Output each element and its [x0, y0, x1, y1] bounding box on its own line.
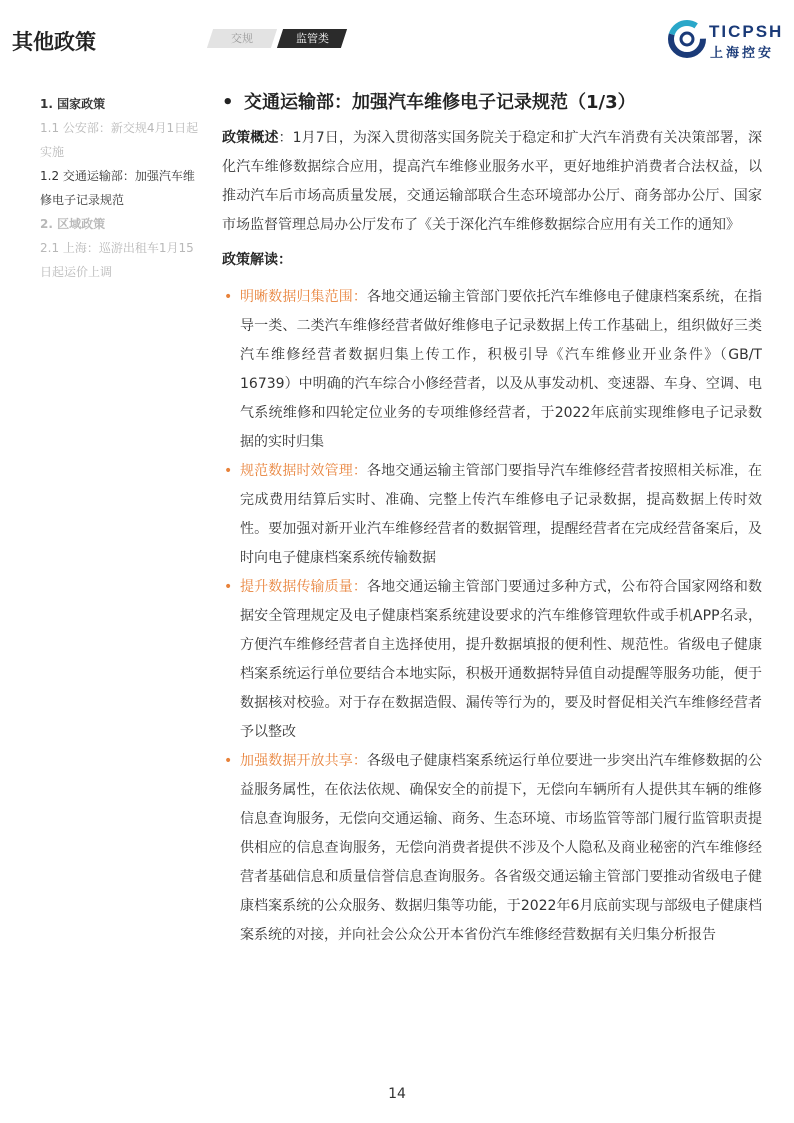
point-title: 规范数据时效管理：: [240, 463, 367, 479]
section-heading-text: 交通运输部：加强汽车维修电子记录规范（1/3）: [244, 92, 636, 113]
tab-label: 交规: [231, 32, 253, 45]
point-text: 各级电子健康档案系统运行单位要进一步突出汽车维修数据的公益服务属性，在依法依规、确保安全的前提下，无偿向车辆所有人提供其车辆的维修信息查询服务，无偿向交通运输、商务、生态环境、市场监管等部门履行监管职责提供相应的信息查询服务，无偿向消费者提供不涉及个人隐私及商业秘密的汽车维修经营者基础信息和质量信誉信息查询服务。各省级交通运输主管部门要推动省级电子健康档案系统的公众服务、数据归集等功能，于2022年6月底前实现与部级电子健康档案系统的对接，并向社会公众公开本省份汽车维修经营数据有关归集分析报告: [240, 753, 762, 943]
logo-swirl-icon: [668, 20, 706, 58]
logo-subtitle: 上海控安: [710, 46, 775, 61]
list-item: [222, 457, 762, 573]
page-title: 其他政策: [12, 30, 96, 54]
list-item: [222, 573, 762, 747]
bullet-dot: •: [224, 753, 233, 769]
interpretation-list: [222, 283, 762, 950]
bullet-dot: •: [224, 463, 233, 479]
policy-overview: [222, 124, 762, 240]
point-title: 加强数据开放共享：: [240, 753, 367, 769]
point-title: 提升数据传输质量：: [240, 579, 367, 595]
toc-item-vehicle-repair-records[interactable]: 1.2 交通运输部：加强汽车维修电子记录规范: [40, 169, 195, 207]
toc-item-new-traffic-rules[interactable]: 1.1 公安部：新交规4月1日起实施: [40, 121, 199, 159]
list-item: [222, 747, 762, 950]
main-content: [222, 88, 762, 950]
tab-traffic-rules[interactable]: [207, 29, 277, 48]
tab-regulation[interactable]: [277, 29, 347, 48]
point-text: 各地交通运输主管部门要通过多种方式，公布符合国家网络和数据安全管理规定及电子健康档案系统建设要求的汽车维修管理软件或手机APP名录，方便汽车维修经营者自主选择使用，提升数据填报的便利性、规范性。省级电子健康档案系统运行单位要结合本地实际，积极开通数据特异值自动提醒等服务功能，便于数据核对校验。对于存在数据造假、漏传等行为的，要及时督促相关汽车维修经营者予以整改: [240, 579, 762, 740]
toc-item-regional-policy[interactable]: 2. 区域政策: [40, 217, 106, 231]
tab-label: 监管类: [295, 32, 329, 45]
toc-item-national-policy[interactable]: 1. 国家政策: [40, 97, 106, 111]
logo-name: TICPSH: [709, 22, 784, 41]
interpretation-label: 政策解读：: [222, 252, 292, 268]
bullet-dot: •: [224, 289, 233, 305]
toc-item-shanghai-taxi-fare[interactable]: 2.1 上海：巡游出租车1月15日起运价上调: [40, 241, 194, 279]
point-text: 各地交通运输主管部门要指导汽车维修经营者按照相关标准，在完成费用结算后实时、准确、完整上传汽车维修电子记录数据，提高数据上传时效性。要加强对新开业汽车维修经营者的数据管理，提醒经营者在完成经营备案后，及时向电子健康档案系统传输数据: [240, 463, 762, 566]
section-heading: [222, 88, 762, 118]
overview-label: 政策概述: [222, 130, 279, 146]
point-title: 明晰数据归集范围：: [240, 289, 367, 305]
bullet-dot: •: [224, 579, 233, 595]
page-number: 14: [388, 1086, 406, 1102]
heading-bullet: •: [222, 92, 234, 113]
table-of-contents: [40, 92, 205, 284]
company-logo: [668, 20, 788, 60]
overview-text: ：1月7日，为深入贯彻落实国务院关于稳定和扩大汽车消费有关决策部署，深化汽车维修数据综合应用，提高汽车维修业服务水平，更好地维护消费者合法权益，以推动汽车后市场高质量发展，交通运输部联合生态环境部办公厅、商务部办公厅、国家市场监督管理总局办公厅发布了《关于深化汽车维修数据综合应用有关工作的通知》: [222, 130, 763, 233]
list-item: [222, 283, 762, 457]
point-text: 各地交通运输主管部门要依托汽车维修电子健康档案系统，在指导一类、二类汽车维修经营者做好维修电子记录数据上传工作基础上，组织做好三类汽车维修经营者数据归集上传工作，积极引导《汽车维修业开业条件》（GB/T 16739）中明确的汽车综合小修经营者，以及从事发动机、变速器、车身、空调、电气系统维修和四轮定位业务的专项维修经营者，于2022年底前实现维修电子记录数据的实时归集: [240, 289, 762, 450]
